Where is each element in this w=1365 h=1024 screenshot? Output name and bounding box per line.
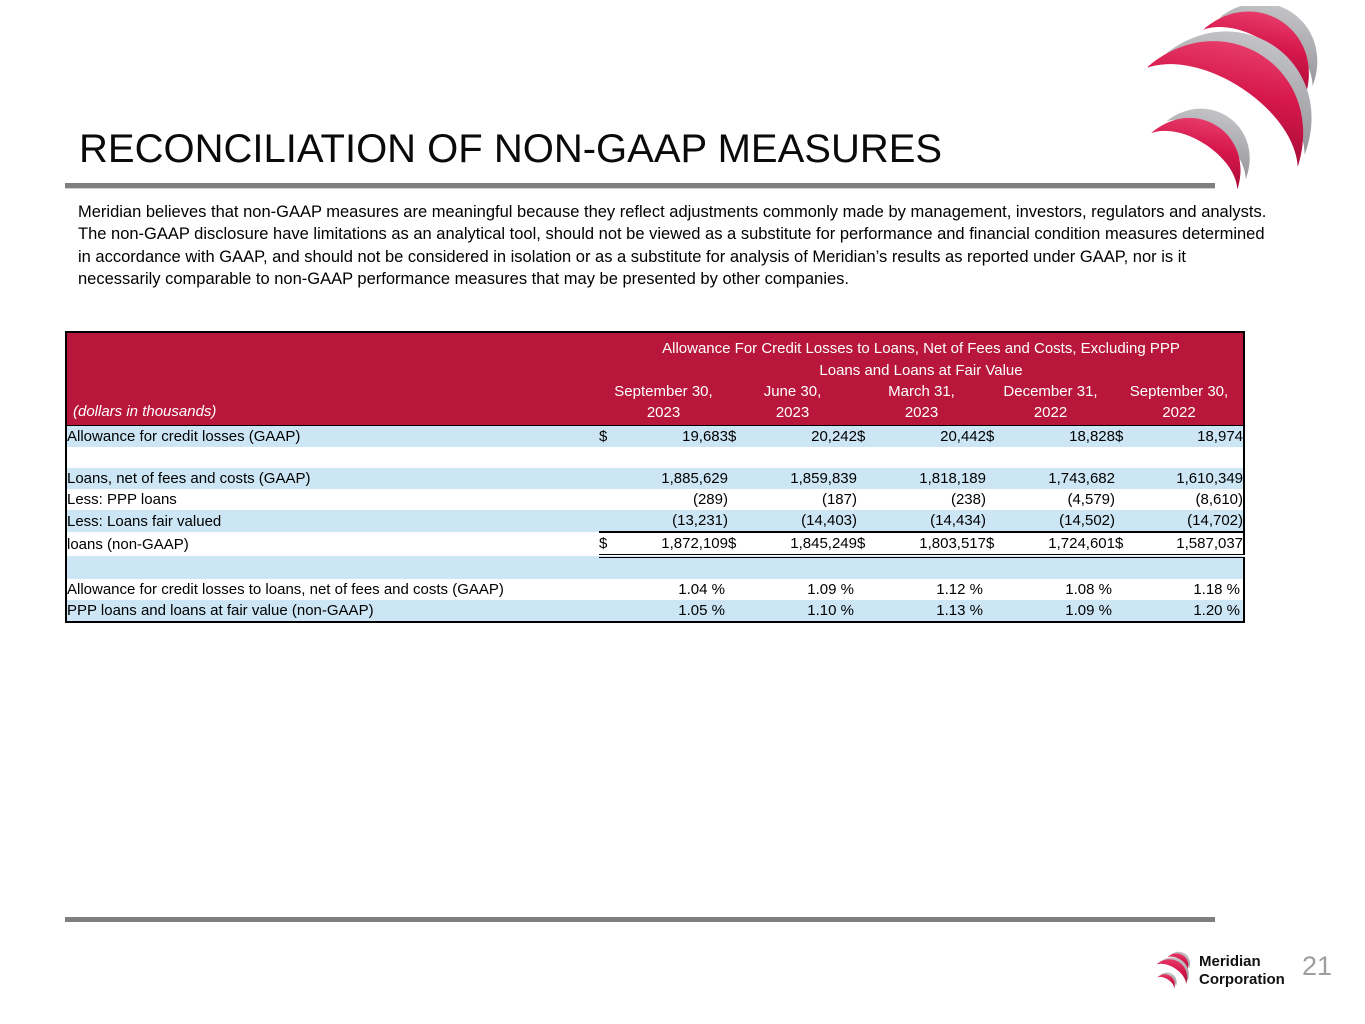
row-label: PPP loans and loans at fair value (non-GAAP) <box>66 600 599 622</box>
value-cell: 1,872,109 <box>629 532 728 556</box>
value-cell: (13,231) <box>629 510 728 532</box>
brand-line2: Corporation <box>1199 970 1285 988</box>
percent-value-cell: 1.13 % <box>857 600 986 622</box>
dollar-sign-cell: $ <box>599 532 629 556</box>
percent-value-cell: 1.18 % <box>1193 581 1241 598</box>
dollar-sign-cell <box>1115 468 1145 489</box>
dollar-sign-cell <box>599 510 629 532</box>
dollar-sign-cell: $ <box>1115 532 1145 556</box>
dollar-sign-cell <box>986 510 1016 532</box>
table-row <box>66 468 1244 489</box>
meridian-swoosh-logo <box>1148 6 1324 196</box>
dollar-sign-cell <box>1115 510 1145 532</box>
meridian-swoosh-logo-small <box>1157 948 1191 994</box>
dollar-sign-cell <box>728 489 758 510</box>
percent-value-cell: 1.05 % <box>599 600 728 622</box>
value-cell: (14,403) <box>758 510 857 532</box>
row-label: Loans, net of fees and costs (GAAP) <box>66 468 599 489</box>
column-header: September 30, 2023 <box>599 381 728 426</box>
dollar-sign-cell <box>1115 489 1145 510</box>
reconciliation-table <box>65 331 1245 623</box>
value-cell: 1,885,629 <box>629 468 728 489</box>
table-row <box>66 600 1244 622</box>
percent-value-cell: 1.09 % <box>807 581 854 598</box>
blank-cell <box>66 556 1244 579</box>
value-cell: 1,818,189 <box>887 468 986 489</box>
blank-cell <box>66 447 1244 468</box>
value-cell: (14,702) <box>1145 510 1244 532</box>
dollar-sign-cell <box>857 489 887 510</box>
page-number: 21 <box>1302 951 1333 981</box>
value-cell: 1,803,517 <box>887 532 986 556</box>
reconciliation-table-container <box>65 331 1243 623</box>
dollar-sign-cell <box>599 489 629 510</box>
table-row <box>66 426 1244 448</box>
table-row <box>66 579 1244 600</box>
percent-value-cell: 1.10 % <box>728 600 857 622</box>
row-label: Allowance for credit losses (GAAP) <box>66 426 599 448</box>
value-cell: (4,579) <box>1067 491 1115 508</box>
dollar-sign-cell: $ <box>728 532 758 556</box>
table-row <box>66 447 1244 468</box>
span-header-line1: Allowance For Credit Losses to Loans, Net of Fees and Costs, Excluding PPP <box>662 340 1180 357</box>
value-cell: (14,434) <box>887 510 986 532</box>
percent-value-cell: 1.12 % <box>936 581 983 598</box>
value-cell: 20,442 <box>887 426 986 448</box>
dollar-sign-cell: $ <box>857 426 887 448</box>
row-label: Allowance for credit losses to loans, net of fees and costs (GAAP) <box>67 581 504 598</box>
dollar-sign-cell <box>986 489 1016 510</box>
brand-line1: Meridian <box>1199 953 1261 970</box>
value-cell: 1,859,839 <box>758 468 857 489</box>
column-header: September 30, 2022 <box>1115 381 1244 426</box>
dollar-sign-cell: $ <box>728 426 758 448</box>
value-cell: 1,610,349 <box>1145 468 1244 489</box>
percent-value-cell: 1.20 % <box>1115 600 1244 622</box>
brand-name <box>1199 953 1285 988</box>
value-cell: 18,828 <box>1016 426 1115 448</box>
intro-paragraph: Meridian believes that non-GAAP measures are meaningful because they reflect adjustments commonly made by management, investors, regulators and analysts. The non-GAAP disclosure have limitations as an analytical tool, should not be viewed as a substitute for performance and financial condition measures determined in accordance with GAAP, and should not be considered in isolation or as a substitute for analysis of Meridian’s results as reported under GAAP, nor is it necessarily comparable to non-GAAP performance measures that may be presented by other companies. <box>78 203 1267 288</box>
table-column-header-row <box>66 381 1244 426</box>
value-cell: 1,845,249 <box>758 532 857 556</box>
dollar-sign-cell: $ <box>857 532 887 556</box>
unit-note: (dollars in thousands) <box>66 381 599 426</box>
value-cell: 19,683 <box>629 426 728 448</box>
row-label: Less: Loans fair valued <box>66 510 599 532</box>
dollar-sign-cell <box>857 468 887 489</box>
column-header: March 31, 2023 <box>857 381 986 426</box>
value-cell: 1,587,037 <box>1145 532 1244 556</box>
table-corner-cell <box>66 332 599 381</box>
dollar-sign-cell: $ <box>599 426 629 448</box>
table-row <box>66 510 1244 532</box>
value-cell: (238) <box>950 491 986 508</box>
percent-value-cell: 1.08 % <box>1065 581 1112 598</box>
dollar-sign-cell <box>986 468 1016 489</box>
title-underline <box>65 183 1215 189</box>
percent-value-cell: 1.09 % <box>986 600 1115 622</box>
value-cell: 20,242 <box>758 426 857 448</box>
row-label: Less: PPP loans <box>67 491 177 508</box>
span-header-line2: Loans and Loans at Fair Value <box>819 361 1023 379</box>
table-span-header-row <box>66 332 1244 381</box>
footer-divider <box>65 917 1215 922</box>
value-cell: (8,610) <box>1195 491 1244 508</box>
dollar-sign-cell <box>599 468 629 489</box>
table-row <box>66 489 1244 510</box>
dollar-sign-cell: $ <box>986 426 1016 448</box>
value-cell: (187) <box>821 491 857 508</box>
column-header: December 31, 2022 <box>986 381 1115 426</box>
value-cell: (14,502) <box>1016 510 1115 532</box>
dollar-sign-cell <box>728 510 758 532</box>
column-header: June 30, 2023 <box>728 381 857 426</box>
table-row <box>66 532 1244 556</box>
dollar-sign-cell: $ <box>986 532 1016 556</box>
page-title: RECONCILIATION OF NON-GAAP MEASURES <box>79 127 943 171</box>
percent-value-cell: 1.04 % <box>678 581 725 598</box>
value-cell: 18,974 <box>1145 426 1244 448</box>
row-label: loans (non-GAAP) <box>67 535 189 553</box>
table-row <box>66 556 1244 579</box>
dollar-sign-cell: $ <box>1115 426 1145 448</box>
dollar-sign-cell <box>857 510 887 532</box>
value-cell: 1,724,601 <box>1016 532 1115 556</box>
value-cell: (289) <box>692 491 728 508</box>
value-cell: 1,743,682 <box>1016 468 1115 489</box>
dollar-sign-cell <box>728 468 758 489</box>
table-span-header <box>599 332 1244 381</box>
